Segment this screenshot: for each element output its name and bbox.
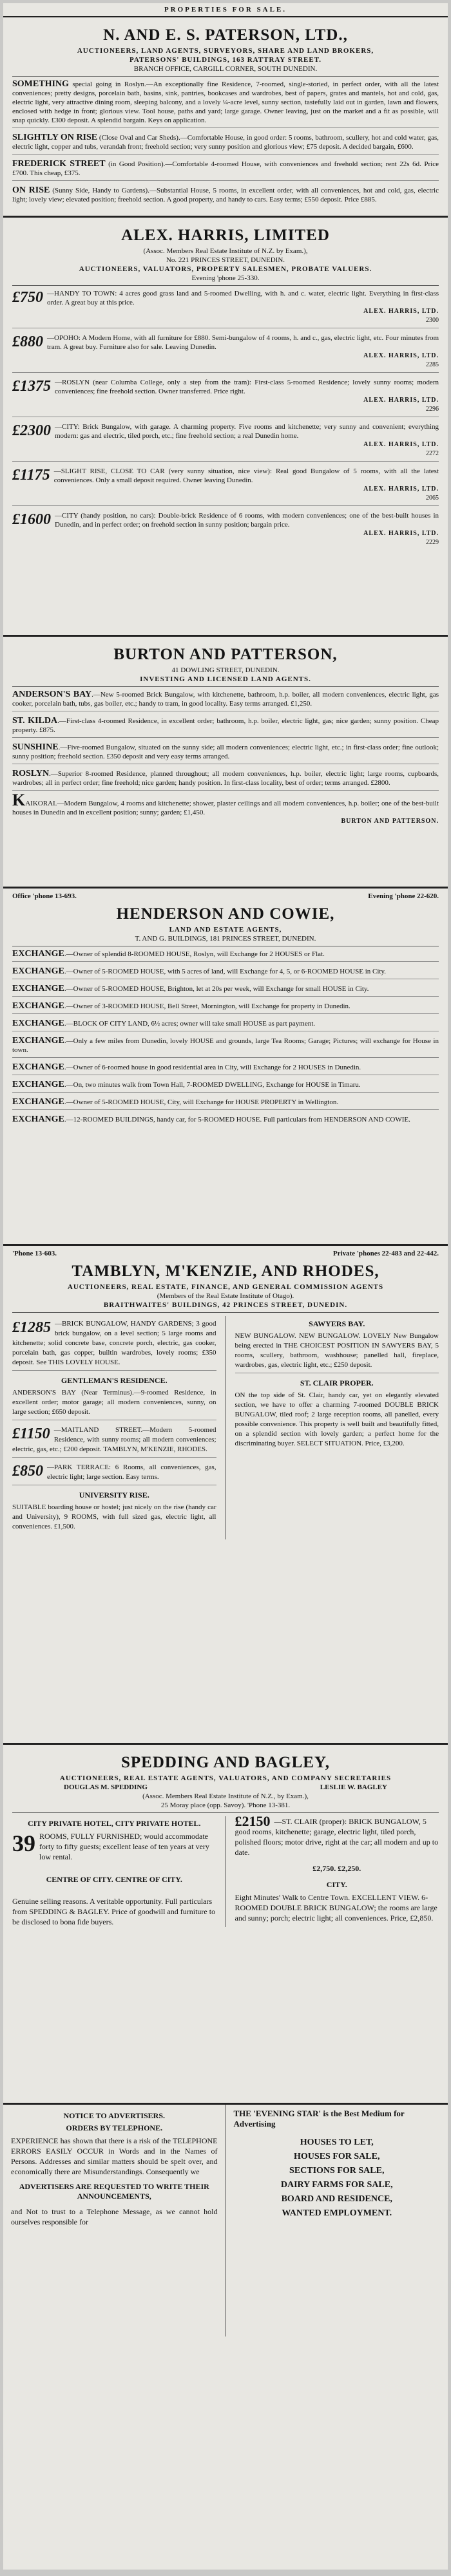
hotel-note: Genuine selling reasons. A veritable opportunity. Full particulars from SPEDDING & BAGLEY. Price of goodwill and furniture to be disclosed to bona fide buyers. xyxy=(12,1897,216,1926)
evening-star-box: THE 'EVENING STAR' is the Best Medium for Advertising HOUSES TO LET, HOUSES FOR SALE, SECTIONS FOR SALE, DAIRY FARMS FOR SALE, BOARD AND RESIDENCE, WANTED EMPLOYMENT. xyxy=(225,2105,448,2336)
listing: £1600 —CITY (handy position, no cars): Double-brick Residence of 6 rooms, with modern conveniences; one of the best-built houses in Dunedin, and in perfect order; on freehold section in sunny position; bargain price. ALEX. HARRIS, LTD. 2229 xyxy=(12,511,439,546)
listing: EXCHANGE.—Owner of 5-ROOMED HOUSE, Brighton, let at 20s per week, will Exchange for small HOUSE in City. xyxy=(12,984,439,997)
firm-name: ALEX. HARRIS, LIMITED xyxy=(121,227,330,244)
ad-category: SECTIONS FOR SALE, xyxy=(289,2166,385,2176)
firm-address: 25 Moray place (opp. Savoy). 'Phone 13-381. xyxy=(160,1801,291,1809)
price-line: £2,750. £2,250. xyxy=(312,1864,361,1873)
firm-trade: LAND AND ESTATE AGENTS, xyxy=(169,926,282,934)
left-column xyxy=(12,1316,216,1539)
hotel-listing: 39 ROOMS, FULLY FURNISHED; would accommodate forty to fifty guests; excellent lease of ten years at very low rental. xyxy=(12,1830,209,1861)
firm-address: BRAITHWAITES' BUILDINGS, 42 PRINCES STREET, DUNEDIN. xyxy=(103,1301,348,1309)
spedding-ad xyxy=(3,1745,448,2105)
listing: £1285 —BRICK BUNGALOW, HANDY GARDENS; 3 good brick bungalow, on a level section; 5 large rooms and kitchenette; solid concrete base, concrete porch, electric, gas cooker, porcelain bath, gas copper, builtin wardrobes, lovely rooms; £350 deposit. See THIS LOVELY HOUSE. xyxy=(12,1319,216,1371)
firm-assoc: (Assoc. Members Real Estate Institute of N.Z. by Exam.), xyxy=(143,247,308,255)
listing: ANDERSON'S BAY.—New 5-roomed Brick Bungalow, with kitchenette, bathroom, h.p. boiler, all modern conveniences, electric light, gas cooker, porcelain bath, tubs, gas boiler, etc.; handy to tram, in good locality. Easy terms arranged. £1,250. xyxy=(12,690,439,711)
burton-ad xyxy=(3,637,448,888)
firm-name: SPEDDING AND BAGLEY, xyxy=(120,1754,330,1771)
newspaper-page xyxy=(3,3,448,2570)
listing: £1375 —ROSLYN (near Columba College, only a step from the tram): First-class 5-roomed Residence; lovely sunny rooms; modern conveniences; fine freehold section. Owner transferred. Price right. ALEX. HARRIS, LTD. 2296 xyxy=(12,378,439,417)
office-phone: 'Phone 13-603. xyxy=(12,1250,57,1257)
listing: £750 —HANDY TO TOWN: 4 acres good grass land and 5-roomed Dwelling, with h. and c. water, electric light. Everything in first-class order. A great buy at this price. ALEX. HARRIS, LTD. 2300 xyxy=(12,289,439,328)
tamblyn-ad xyxy=(3,1246,448,1745)
listing: £2150 —ST. CLAIR (proper): BRICK BUNGALOW, 5 good rooms, kitchenette; garage, electric light, tiled porch, polished floors; motor drive, right at the car; all modern and up to date. xyxy=(235,1813,439,1857)
partner-name: LESLIE W. BAGLEY xyxy=(320,1783,387,1791)
listing: EXCHANGE.—On, two minutes walk from Town Hall, 7-ROOMED DWELLING, Exchange for HOUSE in Timaru. xyxy=(12,1080,439,1093)
partner-name: DOUGLAS M. SPEDDING xyxy=(64,1783,148,1791)
listing: GENTLEMAN'S RESIDENCE. ANDERSON'S BAY (Near Terminus).—9-roomed Residence, in excellent order; motor garage; all modern conveniences, sunny, on large section; £650 deposit. xyxy=(12,1376,216,1420)
listing: ST. KILDA.—First-class 4-roomed Residence, in excellent order; bathroom, h.p. boiler, electric light, gas; nice garden; sunny position. Cheap property. £875. xyxy=(12,717,439,738)
listing: EXCHANGE.—Owner of splendid 8-ROOMED HOUSE, Roslyn, will Exchange for 2 HOUSES or Flat. xyxy=(12,950,439,962)
evening-phone: Evening 'phone 22-620. xyxy=(368,892,439,900)
ad-category: BOARD AND RESIDENCE, xyxy=(281,2194,392,2204)
listing: EXCHANGE.—BLOCK OF CITY LAND, 6½ acres; owner will take small HOUSE as part payment. xyxy=(12,1019,439,1031)
centre-heading: CENTRE OF CITY. CENTRE OF CITY. xyxy=(46,1875,182,1884)
office-phone: Office 'phone 13-693. xyxy=(12,892,77,900)
firm-trade: AUCTIONEERS, REAL ESTATE, FINANCE, AND GENERAL COMMISSION AGENTS xyxy=(67,1283,384,1291)
firm-assoc: (Members of the Real Estate Institute of Otago). xyxy=(157,1292,294,1300)
firm-address: No. 221 PRINCES STREET, DUNEDIN. xyxy=(166,256,285,264)
listing: FREDERICK STREET (in Good Position).—Comfortable 4-roomed House, with conveniences and freehold section; rent 22s 6d. Price £700. This cheap, £375. xyxy=(12,160,439,181)
listing: EXCHANGE.—Owner of 3-ROOMED HOUSE, Bell Street, Mornington, will Exchange for property in Dunedin. xyxy=(12,1002,439,1014)
listing: £1175 —SLIGHT RISE, CLOSE TO CAR (very sunny situation, nice view): Real good Bungalow of 5 rooms, with all the latest conveniences. Only a small deposit required. Owner leaving Dunedin. ALEX. HARRIS, LTD. 2065 xyxy=(12,467,439,506)
right-column xyxy=(225,1316,439,1539)
ad-category: DAIRY FARMS FOR SALE, xyxy=(280,2180,393,2190)
listing: EXCHANGE.—Owner of 5-ROOMED HOUSE, City, will Exchange for HOUSE PROPERTY in Wellington. xyxy=(12,1098,439,1110)
firm-branch: BRANCH OFFICE, CARGILL CORNER, SOUTH DUNEDIN. xyxy=(133,65,318,73)
firm-assoc: (Assoc. Members Real Estate Institute of N.Z., by Exam.), xyxy=(142,1792,309,1800)
firm-trade: AUCTIONEERS, VALUATORS, PROPERTY SALESMEN, PROBATE VALUERS. xyxy=(79,265,372,273)
firm-trade: AUCTIONEERS, LAND AGENTS, SURVEYORS, SHARE AND LAND BROKERS, xyxy=(77,47,374,55)
paterson-ad xyxy=(3,17,448,218)
firm-address: T. AND G. BUILDINGS, 181 PRINCES STREET, DUNEDIN. xyxy=(135,935,316,943)
firm-trade: AUCTIONEERS, REAL ESTATE AGENTS, VALUATORS, AND COMPANY SECRETARIES xyxy=(59,1774,392,1782)
left-column xyxy=(12,1816,216,1927)
henderson-ad xyxy=(3,888,448,1246)
listing: SAWYERS BAY. NEW BUNGALOW. NEW BUNGALOW. LOVELY New Bungalow being erected in THE CHOICEST POSITION IN SAWYERS BAY, 5 rooms, scullery, bathroom, washhouse; panelled hall, fireplace, wardrobes, gas, electric light, etc.; £250 deposit. xyxy=(235,1319,439,1373)
firm-name: N. AND E. S. PATERSON, LTD., xyxy=(103,26,348,44)
harris-ad xyxy=(3,218,448,637)
listing: SUNSHINE.—Five-roomed Bungalow, situated on the sunny side; all modern conveniences; electric light, etc.; in first-class order; fine outlook; sunny position; freehold section. £350 deposit and very easy terms arranged. xyxy=(12,743,439,764)
right-column xyxy=(225,1813,439,1927)
private-phones: Private 'phones 22-483 and 22-442. xyxy=(332,1250,439,1257)
listing: £850 —PARK TERRACE: 6 Rooms, all conveniences, gas, electric light; large section. Easy terms. xyxy=(12,1463,216,1485)
listing: £1150 —MAITLAND STREET.—Modern 5-roomed Residence, with sunny rooms; all modern conveniences; electric, gas, etc.; £200 deposit. TAMBLYN, M'KENZIE, RHODES. xyxy=(12,1425,216,1458)
firm-name: HENDERSON AND COWIE, xyxy=(116,905,335,923)
firm-name: BURTON AND PATTERSON, xyxy=(113,646,338,663)
firm-address: 41 DOWLING STREET, DUNEDIN. xyxy=(171,666,280,674)
ad-category: HOUSES FOR SALE, xyxy=(294,2152,380,2161)
ad-category: WANTED EMPLOYMENT. xyxy=(282,2208,392,2218)
listing: ROSLYN.—Superior 8-roomed Residence, planned throughout; all modern conveniences, h.p. boiler, electric light; large rooms, cupboards, wardrobes; all in perfect order; fine freehold; nice garden; handy position. In first-class locality, best of order; terms arranged. £2800. xyxy=(12,769,439,791)
firm-name: TAMBLYN, M'KENZIE, AND RHODES, xyxy=(72,1263,379,1280)
firm-trade: INVESTING AND LICENSED LAND AGENTS. xyxy=(140,675,311,683)
listing: Eight Minutes' Walk to Centre Town. EXCELLENT VIEW. 6-ROOMED DOUBLE BRICK BUNGALOW; the rooms are large and sunny; porch; electric light; all conveniences. Price, £2,850. xyxy=(235,1893,437,1923)
listing: ST. CLAIR PROPER. ON the top side of St. Clair, handy car, yet on elegantly elevated section, we have to offer a charming 7-roomed DOUBLE BRICK BUNGALOW, tiled roof; 2 large reception rooms, all panelled, every possible convenience. This property is well built and beautifully fitted, on a splendid section with lovely garden; a perfect home for the discriminating buyer. SELECT SITUATION. Price, £3,200. xyxy=(235,1378,439,1447)
listing: SOMETHING special going in Roslyn.—An exceptionally fine Residence, 7-roomed, single-storied, in perfect order, with all the latest conveniences; pretty designs, porcelain bath, basins, sink, pantries, bookcases and wardrobes, best of papers, grates and mantels, hot and cold, gas, electric light, very attractive dining room, sleeping balcony, and a lovely ¼-acre level, sunny section, tastefully laid out in garden, lawn and flowers, enclosed with hedge in front; glorious view. Tool house, paths and yard; large garage. Owner leaving, just on the market and a fit as possible, will snap quickly. £300 deposit. A splendid bargain. Keys on application. xyxy=(12,80,439,128)
firm-phone: Evening 'phone 25-330. xyxy=(191,274,260,282)
listing: KAIKORAI.—Modern Bungalow, 4 rooms and kitchenette; shower, plaster ceilings and all modern conveniences, h.p. boiler; one of the best-built houses in Dunedin and in excellent position; sunny; garden; £1,450. BURTON AND PATTERSON. xyxy=(12,791,439,825)
listing: EXCHANGE.—Owner of 5-ROOMED HOUSE, with 5 acres of land, will Exchange for 4, 5, or 6-ROOMED HOUSE in City. xyxy=(12,967,439,979)
firm-address: PATERSONS' BUILDINGS, 163 RATTRAY STREET. xyxy=(130,56,321,64)
section-banner: PROPERTIES FOR SALE. xyxy=(3,3,448,17)
listing: £2300 —CITY: Brick Bungalow, with garage. A charming property. Five rooms and kitchenette; very sunny and convenient; everything modern: gas and electric, tiled porch, etc.; fine freehold section; a real Dunedin home. ALEX. HARRIS, LTD. 2272 xyxy=(12,422,439,462)
listing: ON RISE (Sunny Side, Handy to Gardens).—Substantial House, 5 rooms, in excellent order, with all conveniences, hot and cold, gas, electric light; lovely view; elevated position; freehold section. A good property, and handy to cars. Easy terms; £550 deposit. Price £885. xyxy=(12,185,439,203)
listing: EXCHANGE.—Owner of 6-roomed house in good residential area in City, will Exchange for 2 HOUSES in Dunedin. xyxy=(12,1063,439,1075)
listing: SLIGHTLY ON RISE (Close Oval and Car Sheds).—Comfortable House, in good order: 5 rooms, bathroom, scullery, hot and cold water, gas, electric light, copper and tubs, verandah front; freehold section; very sunny position and glorious view; £75 deposit. A decided bargain, £600. xyxy=(12,133,439,155)
bottom-notices xyxy=(3,2105,448,2336)
listing: UNIVERSITY RISE. SUITABLE boarding house or hostel; just nicely on the rise (handy car and University), 9 ROOMS, with full sized gas, electric light, all conveniences. £1,500. xyxy=(12,1490,216,1530)
notice-box: NOTICE TO ADVERTISERS. ORDERS BY TELEPHONE. EXPERIENCE has shown that there is a risk of the TELEPHONE ERRORS EASILY OCCUR in Words and in the Names of Persons. Addresses and similar matters should be spelt over, and economically there are Misunderstandings. Consequently we ADVERTISERS ARE REQUESTED TO WRITE THEIR ANNOUNCEMENTS, and Not to trust to a Telephone Message, as we cannot hold ourselves responsible for xyxy=(11,2111,218,2226)
listing: EXCHANGE.—Only a few miles from Dunedin, lovely HOUSE and grounds, large Tea Rooms; Garage; Pictures; will exchange for House in town. xyxy=(12,1037,439,1058)
city-heading: CITY. xyxy=(326,1880,347,1889)
listing: £880 —OPOHO: A Modern Home, with all furniture for £880. Semi-bungalow of 4 rooms, h. and c., gas, electric light, etc. Four minutes from tram. A great buy. Furniture also for sale. Leaving Dunedin. ALEX. HARRIS, LTD. 2285 xyxy=(12,334,439,373)
ad-category: HOUSES TO LET, xyxy=(300,2138,374,2147)
listing: EXCHANGE.—12-ROOMED BUILDINGS, handy car, for 5-ROOMED HOUSE. Full particulars from HENDERSON AND COWIE. xyxy=(12,1114,410,1124)
hotel-heading: CITY PRIVATE HOTEL, CITY PRIVATE HOTEL. xyxy=(27,1819,201,1828)
